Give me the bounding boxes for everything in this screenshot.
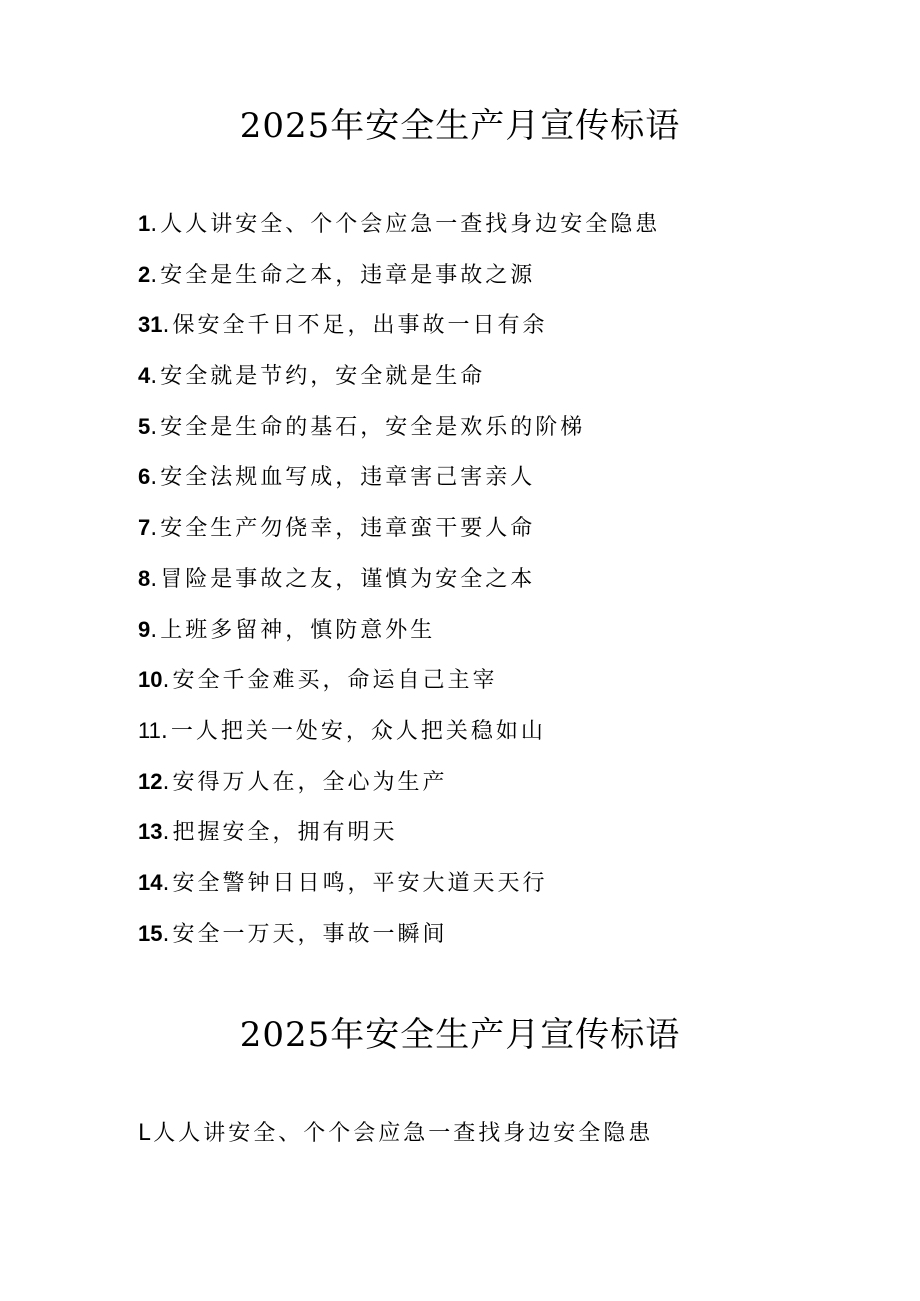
item-number: 7 <box>138 515 151 541</box>
list-item <box>138 813 660 864</box>
list-item <box>138 205 660 256</box>
item-text: .冒险是事故之友，谨慎为安全之本 <box>150 566 536 592</box>
item-text: .人人讲安全、个个会应急一查找身边安全隐患 <box>150 212 661 237</box>
item-text: .保安全千日不足，出事故一日有余 <box>162 313 548 339</box>
item-number: 1 <box>138 211 151 236</box>
item-text: .安得万人在，全心为生产 <box>162 769 448 795</box>
list-item <box>138 864 660 915</box>
item-text: .上班多留神，慎防意外生 <box>150 617 436 643</box>
item-number: 5 <box>138 413 151 439</box>
slogan-list <box>138 205 660 965</box>
page-title: 2025年安全生产月宣传标语 <box>239 106 681 146</box>
list-item <box>138 611 660 662</box>
item-number: 12 <box>138 768 163 794</box>
item-text: .安全是生命的基石，安全是欢乐的阶梯 <box>150 414 586 440</box>
paragraph-line: L人人讲安全、个个会应急一查找身边安全隐患 <box>138 1121 654 1146</box>
item-number: 6 <box>138 464 151 490</box>
item-number: 14 <box>138 869 163 895</box>
list-item <box>138 256 660 307</box>
item-text: .安全一万天，事故一瞬间 <box>162 921 448 947</box>
item-text: .安全生产勿侥幸，违章蛮干要人命 <box>150 516 536 542</box>
item-number: 8 <box>138 565 151 591</box>
item-number: 11 <box>138 717 161 743</box>
item-text: .安全就是节约，安全就是生命 <box>150 364 486 390</box>
list-item <box>138 661 660 712</box>
list-item <box>138 509 660 560</box>
item-text: .安全千金难买，命运自己主宰 <box>162 668 498 694</box>
item-number: 10 <box>138 667 163 693</box>
item-number: 2 <box>138 261 151 287</box>
list-item <box>138 763 660 814</box>
item-number: 9 <box>138 616 151 642</box>
list-item <box>138 306 660 357</box>
list-item <box>138 357 660 408</box>
item-number: 4 <box>138 363 151 389</box>
item-text: .把握安全，拥有明天 <box>162 820 398 846</box>
list-item <box>138 560 660 611</box>
section-title: 2025年安全生产月宣传标语 <box>239 1015 681 1055</box>
list-item <box>138 408 660 459</box>
item-text: .一人把关一处安，众人把关稳如山 <box>160 718 546 744</box>
item-number: 13 <box>138 819 163 845</box>
item-text: .安全警钟日日鸣，平安大道天天行 <box>162 870 548 896</box>
item-text: .安全法规血写成，违章害己害亲人 <box>150 465 536 491</box>
item-text: .安全是生命之本，违章是事故之源 <box>150 262 536 288</box>
item-number: 15 <box>138 920 163 946</box>
list-item <box>138 915 660 966</box>
item-number: 31 <box>138 312 163 338</box>
list-item <box>138 712 660 763</box>
list-item <box>138 458 660 509</box>
